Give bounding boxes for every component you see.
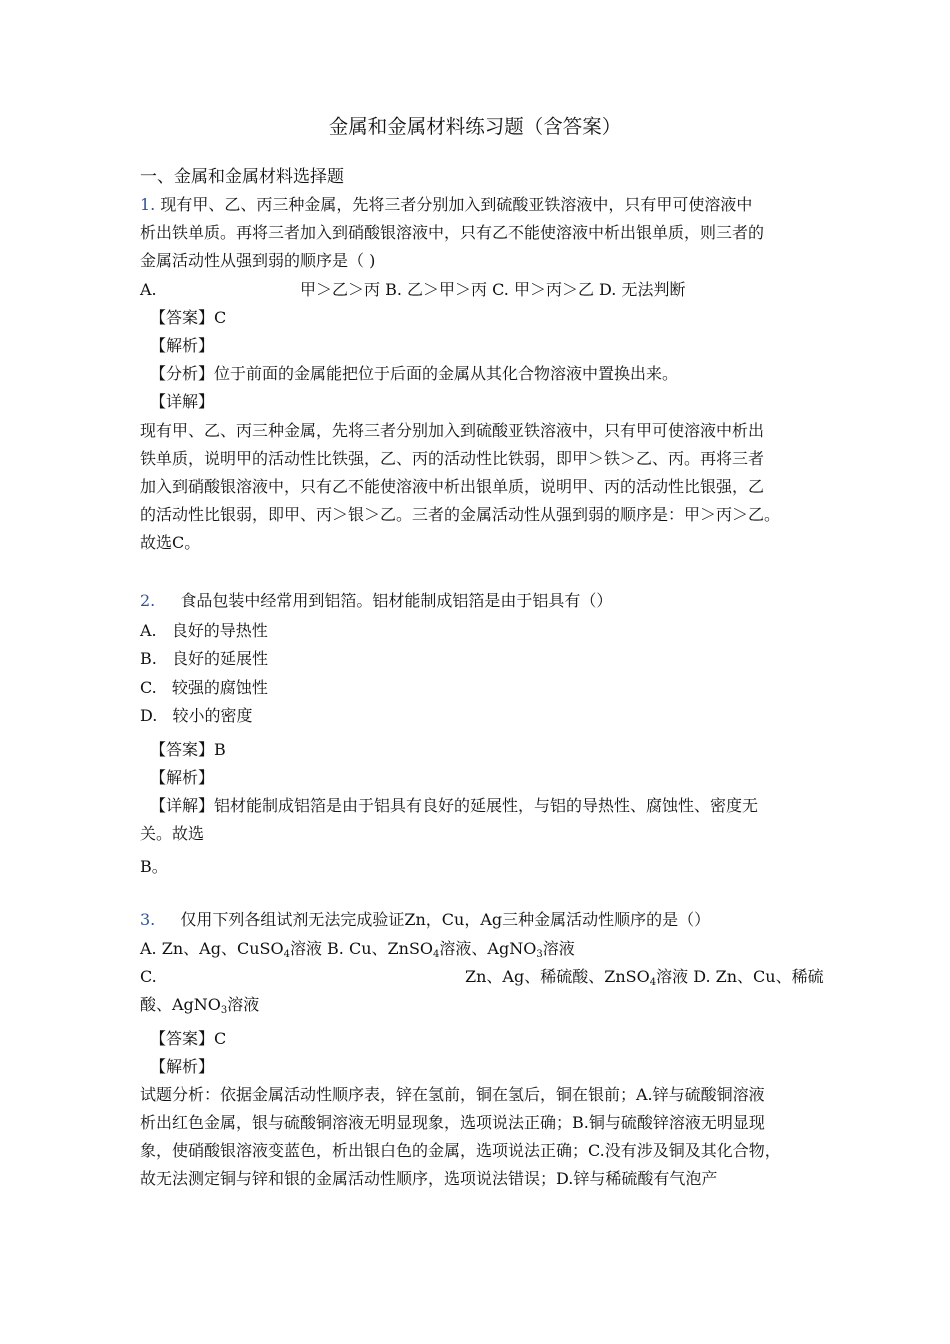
question-2-number: 2. (140, 591, 156, 610)
question-1-explain-2: 铁单质，说明甲的活动性比铁强，乙、丙的活动性比铁弱，即甲＞铁＞乙、丙。再将三者 (140, 449, 765, 468)
subscript: 4 (649, 977, 657, 988)
question-2-option-c (140, 678, 268, 698)
option-text: 溶液 (227, 995, 260, 1014)
question-1-explain-4: 的活动性比银弱，即甲、丙＞银＞乙。三者的金属活动性从强到弱的顺序是：甲＞丙＞乙。 (140, 505, 781, 524)
option-text: 溶液 B. Cu、ZnSO (289, 939, 434, 958)
question-3-answer: 【答案】C (150, 1029, 227, 1048)
question-1-line-1 (140, 195, 752, 215)
section-heading: 一、金属和金属材料选择题 (140, 167, 344, 187)
question-1-option-a-label: A. (140, 280, 157, 299)
option-label: B. (140, 649, 157, 668)
question-3-stem: 仅用下列各组试剂无法完成验证Zn，Cu，Ag三种金属活动性顺序的是（） (180, 910, 711, 929)
question-3-options-ab (140, 939, 575, 962)
question-1-line-2: 析出铁单质。再将三者加入到硝酸银溶液中，只有乙不能使溶液中析出银单质，则三者的 (140, 223, 765, 242)
question-1-explain-5: 故选C。 (140, 533, 201, 552)
question-3-option-c-label: C. (140, 967, 157, 986)
question-3-explain-4: 故无法测定铜与锌和银的金属活动性顺序，选项说法错误；D.锌与稀硫酸有气泡产 (140, 1169, 718, 1188)
question-3-line-1 (140, 910, 710, 930)
page-title: 金属和金属材料练习题（含答案） (328, 115, 622, 138)
option-text: 溶液 D. Zn、Cu、稀硫 (656, 967, 824, 986)
question-2-stem: 食品包装中经常用到铝箔。铝材能制成铝箔是由于铝具有（） (180, 591, 613, 610)
question-3-explain-2: 析出红色金属，银与硫酸铜溶液无明显现象，选项说法正确；B.铜与硫酸锌溶液无明显现 (140, 1113, 765, 1132)
question-2-option-a (140, 621, 268, 641)
question-2-explain-3: B。 (140, 857, 168, 876)
option-label: D. (140, 706, 158, 725)
subscript: 3 (220, 1005, 228, 1016)
question-3-explain-1: 试题分析：依据金属活动性顺序表，锌在氢前，铜在氢后，铜在银前；A.锌与硫酸铜溶液 (140, 1085, 765, 1104)
option-text: A. Zn、Ag、CuSO (140, 939, 284, 958)
question-2-option-b (140, 649, 268, 669)
question-1-options: 甲＞乙＞丙 B. 乙＞甲＞丙 C. 甲＞丙＞乙 D. 无法判断 (300, 280, 686, 299)
option-label: A. (140, 621, 157, 640)
option-text: 溶液 (542, 939, 575, 958)
subscript: 4 (283, 949, 290, 960)
question-1-fenxi: 【分析】位于前面的金属能把位于后面的金属从其化合物溶液中置换出来。 (150, 364, 679, 383)
question-2-line-1 (140, 591, 612, 611)
question-2-explain-1: 【详解】铝材能制成铝箔是由于铝具有良好的延展性，与铝的导热性、腐蚀性、密度无 (150, 796, 759, 815)
option-text: 溶液、AgNO (439, 939, 537, 958)
question-2-option-d (140, 706, 252, 726)
question-1-explain-3: 加入到硝酸银溶液中，只有乙不能使溶液中析出银单质，说明甲、丙的活动性比银强，乙 (140, 477, 765, 496)
question-1-explain-1: 现有甲、乙、丙三种金属，先将三者分别加入到硫酸亚铁溶液中，只有甲可使溶液中析出 (140, 421, 765, 440)
question-2-explain-2: 关。故选 (140, 824, 205, 843)
subscript: 3 (536, 949, 543, 960)
option-label: C. (140, 678, 157, 697)
option-text: 良好的延展性 (171, 649, 268, 668)
option-text: 良好的导热性 (171, 621, 268, 640)
option-text: Zn、Ag、稀硫酸、ZnSO (465, 967, 650, 986)
option-text: 较小的密度 (172, 706, 253, 725)
question-3-explain-3: 象，使硝酸银溶液变蓝色，析出银白色的金属，选项说法正确；C.没有涉及铜及其化合物， (140, 1141, 781, 1160)
question-3-option-d-cont (140, 995, 259, 1018)
option-text: 酸、AgNO (140, 995, 221, 1014)
question-3-number: 3. (140, 910, 156, 929)
question-1-stem: 现有甲、乙、丙三种金属，先将三者分别加入到硫酸亚铁溶液中，只有甲可使溶液中 (160, 195, 753, 214)
question-3-options-cd (465, 967, 824, 990)
question-1-xiangjie: 【详解】 (150, 392, 215, 411)
question-3-jiexi: 【解析】 (150, 1057, 215, 1076)
question-1-answer: 【答案】C (150, 308, 227, 327)
subscript: 4 (433, 949, 440, 960)
option-text: 较强的腐蚀性 (171, 678, 268, 697)
question-2-answer: 【答案】B (150, 740, 226, 759)
question-2-jiexi: 【解析】 (150, 768, 215, 787)
question-1-jiexi: 【解析】 (150, 336, 215, 355)
question-1-line-3: 金属活动性从强到弱的顺序是（ ) (140, 251, 376, 270)
question-1-number: 1. (140, 195, 156, 214)
